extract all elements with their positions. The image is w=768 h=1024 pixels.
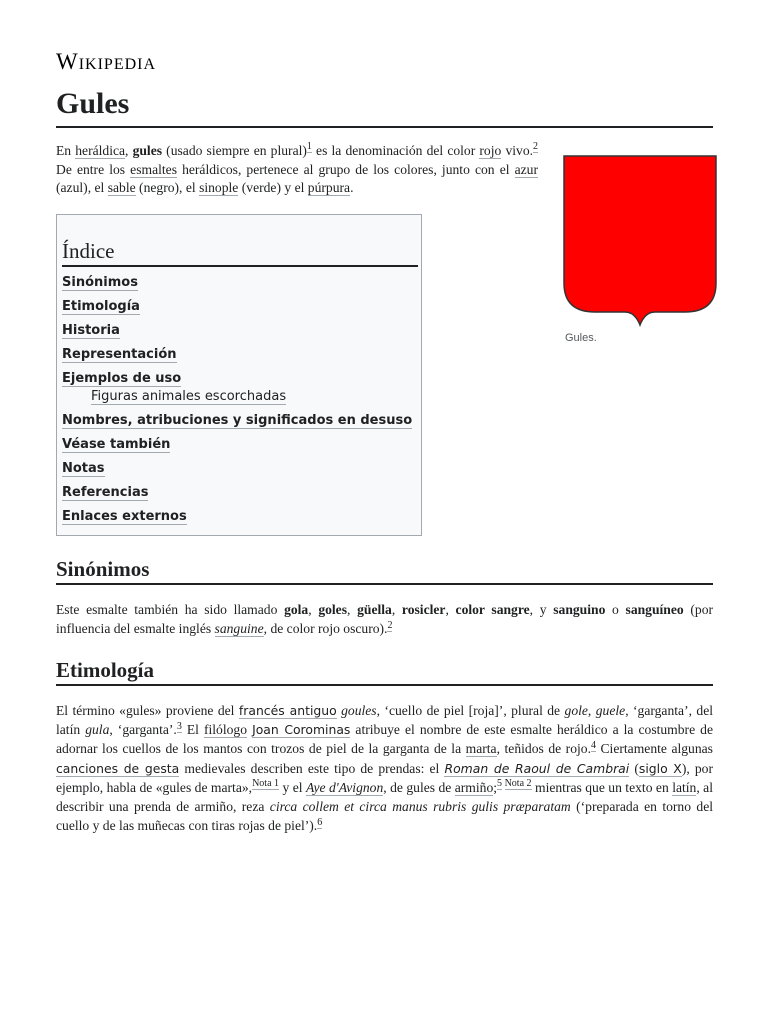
lead-text: (azul), el	[56, 180, 108, 196]
lead-text: (verde) y el	[238, 180, 308, 196]
ref-6[interactable]	[317, 817, 322, 829]
gules-shield-image[interactable]	[563, 155, 718, 330]
lead-paragraph	[56, 142, 538, 198]
link-sinople[interactable]: sinople	[199, 180, 239, 196]
ref-2[interactable]	[387, 620, 392, 632]
text: (	[629, 760, 639, 776]
ref-link-4[interactable]: 4	[590, 739, 596, 751]
link-purpura[interactable]: púrpura	[307, 180, 351, 196]
text: ,	[587, 703, 596, 718]
toc-item-sinonimos[interactable]	[62, 273, 422, 297]
toc-item-vease[interactable]	[62, 435, 422, 459]
link-armino[interactable]: armiño	[454, 779, 494, 795]
text: ;	[493, 779, 498, 795]
ref-link-1[interactable]: 1	[306, 141, 312, 153]
lead-text: es la denominación del color	[311, 143, 480, 158]
toc-item-label: Historia	[62, 323, 120, 338]
text: Ciertamente algunas	[595, 741, 713, 757]
text: medievales describen este tipo de prendas: el	[179, 760, 445, 776]
link-azur[interactable]: azur	[514, 161, 539, 177]
toc-item-label: Véase también	[62, 437, 171, 452]
table-of-contents	[56, 214, 422, 536]
link-rojo[interactable]: rojo	[479, 143, 502, 158]
toc-item-label: Nombres, atribuciones y significados en desuso	[62, 413, 413, 428]
ref-link-2[interactable]: 2	[387, 619, 393, 631]
link-canciones-de-gesta[interactable]: canciones de gesta	[56, 760, 180, 776]
link-sable[interactable]: sable	[107, 180, 136, 196]
toc-item-label: Figuras animales escorchadas	[91, 389, 287, 404]
shield-shape	[564, 156, 716, 325]
lead-text: ,	[125, 143, 133, 158]
lead-text: En	[56, 143, 76, 158]
link-frances-antiguo[interactable]: francés antiguo	[238, 703, 337, 718]
term: goules	[341, 703, 377, 718]
term: güella	[357, 602, 392, 617]
heading-sinonimos: Sinónimos	[56, 555, 713, 585]
term: sanguino	[553, 602, 606, 617]
text: y el	[279, 779, 306, 795]
toc-title: Índice	[62, 237, 418, 267]
term: rosicler	[401, 602, 446, 617]
latin-quote: circa collem et circa manus rubris gulis præparatam	[269, 799, 571, 815]
term-gules: gules	[132, 143, 163, 158]
toc-item-label: Sinónimos	[62, 275, 138, 290]
term: guele	[595, 703, 626, 718]
toc-item-historia[interactable]	[62, 321, 422, 345]
toc-item-label: Notas	[62, 461, 105, 476]
toc-item-label: Ejemplos de uso	[62, 371, 182, 386]
ref-link-5[interactable]: 5	[497, 778, 503, 790]
text: , al describir una prenda de armiño, reza	[56, 779, 713, 815]
toc-subitem-figuras[interactable]	[62, 387, 422, 411]
lead-text: vivo.	[501, 143, 534, 158]
text: , ‘garganta’.	[109, 722, 177, 738]
lead-text: (usado siempre en plural)	[162, 143, 307, 158]
text: , ‘garganta’, del latín	[56, 703, 714, 738]
text: , de color rojo oscuro).	[263, 621, 388, 637]
link-marta[interactable]: marta	[465, 741, 497, 757]
link-aye-d-avignon[interactable]: Aye d'Avignon	[305, 779, 384, 795]
text: El	[181, 722, 204, 738]
note-link-1[interactable]: Nota 1	[252, 778, 280, 790]
ref-2[interactable]	[533, 141, 538, 153]
toc-item-label: Representación	[62, 347, 177, 362]
toc-list	[62, 273, 422, 531]
toc-item-label: Referencias	[62, 485, 149, 500]
page-title: Gules	[56, 84, 713, 128]
toc-item-representacion[interactable]	[62, 345, 422, 369]
text: ,	[445, 602, 456, 617]
text: , y	[529, 602, 554, 617]
link-siglo-x[interactable]: siglo X	[638, 760, 682, 776]
text: El término «gules» proviene del	[56, 703, 239, 718]
text: , ‘cuello de piel [roja]’, plural de	[376, 703, 565, 718]
text: , de gules de	[383, 779, 455, 795]
wordmark-text: Wikipedia	[56, 49, 157, 74]
heading-etimologia: Etimología	[56, 656, 713, 686]
link-sanguine[interactable]: sanguine	[214, 621, 264, 637]
term: sanguíneo	[625, 602, 684, 617]
text: mientras que un texto en	[531, 779, 673, 795]
term: color sangre	[455, 602, 530, 617]
link-filologo[interactable]: filólogo	[203, 722, 248, 738]
term: gola	[284, 602, 309, 617]
lead-text: heráldicos, pertenece al grupo de los colores, junto con el	[176, 161, 515, 177]
lead-text: .	[350, 180, 354, 196]
wikipedia-wordmark[interactable]	[56, 49, 156, 75]
toc-item-enlaces[interactable]	[62, 507, 422, 531]
term: goles	[318, 602, 348, 617]
lead-text: De entre los	[56, 161, 131, 177]
paragraph-sinonimos	[56, 600, 713, 638]
text: , teñidos de rojo.	[496, 741, 591, 757]
note-1[interactable]	[252, 778, 279, 790]
toc-item-etimologia[interactable]	[62, 297, 422, 321]
note-link-2[interactable]: Nota 2	[504, 778, 532, 790]
text: Este esmalte también ha sido llamado	[56, 602, 285, 617]
ref-link-3[interactable]: 3	[176, 720, 182, 732]
lead-text: (negro), el	[135, 180, 200, 196]
toc-item-notas[interactable]	[62, 459, 422, 483]
link-heraldica[interactable]: heráldica	[75, 143, 126, 158]
link-joan-corominas[interactable]: Joan Corominas	[252, 722, 351, 738]
toc-item-label: Etimología	[62, 299, 140, 314]
note-2[interactable]	[502, 778, 532, 790]
toc-item-referencias[interactable]	[62, 483, 422, 507]
text: atribuye el nombre de este esmalte heráldico a la costumbre de adornar los cuellos de los mantos con trozos de piel de la garganta de la	[56, 722, 713, 757]
toc-item-nombres[interactable]	[62, 411, 422, 435]
ref-link-6[interactable]: 6	[317, 816, 323, 828]
text: ,	[308, 602, 319, 617]
term: gole	[564, 703, 588, 718]
link-roman-de-raoul[interactable]: Roman de Raoul de Cambrai	[444, 760, 630, 776]
text: ,	[391, 602, 402, 617]
link-esmaltes[interactable]: esmaltes	[130, 161, 177, 177]
link-latin[interactable]: latín	[672, 779, 697, 795]
toc-item-label: Enlaces externos	[62, 509, 187, 524]
text: (por influencia del esmalte inglés	[56, 602, 714, 637]
paragraph-etimologia	[56, 701, 713, 835]
term: gula	[85, 722, 110, 738]
text: o	[605, 602, 626, 617]
text: (‘preparada en torno del cuello y de las muñecas con tiras rojas de piel’).	[56, 799, 714, 834]
image-caption: Gules.	[565, 332, 597, 344]
text: ,	[347, 602, 358, 617]
text: ), por ejemplo, habla de «gules de marta»,	[56, 760, 713, 795]
ref-link-2[interactable]: 2	[533, 141, 539, 153]
